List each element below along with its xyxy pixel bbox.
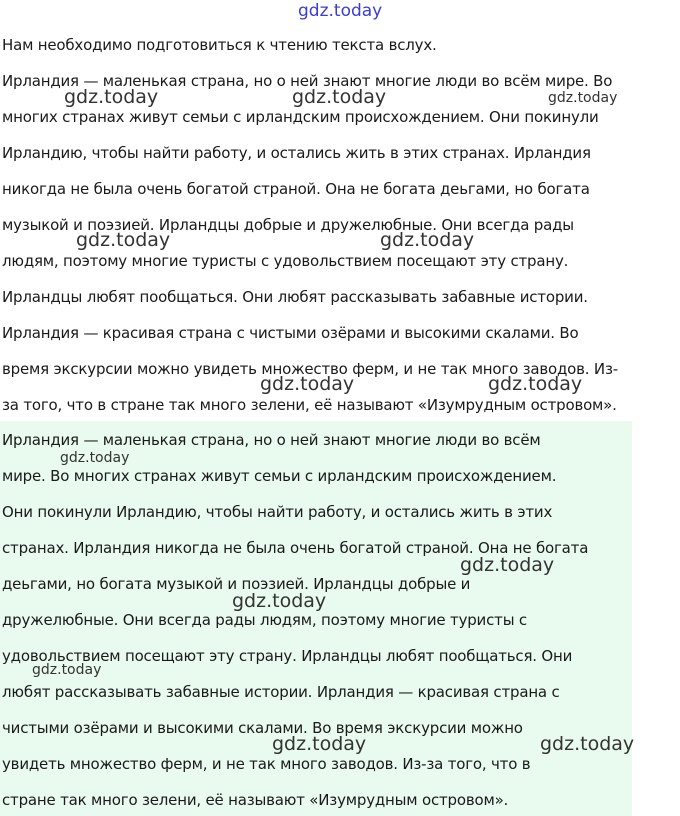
watermark: gdz.today — [260, 373, 355, 395]
watermark: gdz.today — [298, 1, 383, 21]
intro-sentence: Нам необходимо подготовиться к чтению текста вслух. — [2, 36, 437, 54]
highlight-line: деьгами, но богата музыкой и поэзией. Ирландцы добрые и — [2, 575, 471, 593]
highlight-line: Ирландия — маленькая страна, но о ней знают многие люди во всём — [2, 431, 541, 449]
watermark: gdz.today — [380, 229, 475, 251]
watermark: gdz.today — [292, 86, 387, 108]
highlight-line: удовольствием посещают эту страну. Ирландцы любят пообщаться. Они — [2, 647, 573, 665]
highlight-line: любят рассказывать забавные истории. Ирландия — красивая страна с — [2, 683, 560, 701]
highlight-line: стране так много зелени, её называют «Изумрудным островом». — [2, 791, 509, 809]
paragraph-line: Ирландцы любят пообщаться. Они любят рассказывать забавные истории. — [2, 288, 588, 306]
watermark: gdz.today — [540, 733, 635, 755]
watermark: gdz.today — [76, 229, 171, 251]
highlight-line: Они покинули Ирландию, чтобы найти работу, и остались жить в этих — [2, 503, 553, 521]
paragraph-line: Ирландию, чтобы найти работу, и остались жить в этих странах. Ирландия — [2, 144, 591, 162]
highlight-line: чистыми озёрами и высокими скалами. Во время экскурсии можно — [2, 719, 523, 737]
watermark: gdz.today — [32, 662, 102, 678]
paragraph-line: за того, что в стране так много зелени, её называют «Изумрудным островом». — [2, 396, 617, 414]
paragraph-line: время экскурсии можно увидеть множество ферм, и не так много заводов. Из- — [2, 360, 618, 378]
watermark: gdz.today — [64, 86, 159, 108]
paragraph-line: Ирландия — маленькая страна, но о ней знают многие люди во всём мире. Во — [2, 72, 613, 90]
highlight-line: увидеть множество ферм, и не так много заводов. Из-за того, что в — [2, 755, 531, 773]
highlight-line: мире. Во многих странах живут семьи с ирландским происхождением. — [2, 467, 557, 485]
paragraph-line: музыкой и поэзией. Ирландцы добрые и дружелюбные. Они всегда рады — [2, 216, 574, 234]
watermark: gdz.today — [488, 373, 583, 395]
watermark: gdz.today — [232, 590, 327, 612]
paragraph-line: людям, поэтому многие туристы с удовольствием посещают эту страну. — [2, 252, 569, 270]
highlight-line: странах. Ирландия никогда не была очень богатой страной. Она не богата — [2, 539, 589, 557]
watermark: gdz.today — [272, 733, 367, 755]
watermark: gdz.today — [548, 90, 618, 106]
paragraph-line: никогда не была очень богатой страной. Она не богата деьгами, но богата — [2, 180, 590, 198]
highlight-line: дружелюбные. Они всегда рады людям, поэтому многие туристы с — [2, 611, 527, 629]
paragraph-line: многих странах живут семьи с ирландским происхождением. Они покинули — [2, 108, 599, 126]
paragraph-line: Ирландия — красивая страна с чистыми озёрами и высокими скалами. Во — [2, 324, 579, 342]
watermark: gdz.today — [460, 554, 555, 576]
watermark: gdz.today — [60, 450, 130, 466]
